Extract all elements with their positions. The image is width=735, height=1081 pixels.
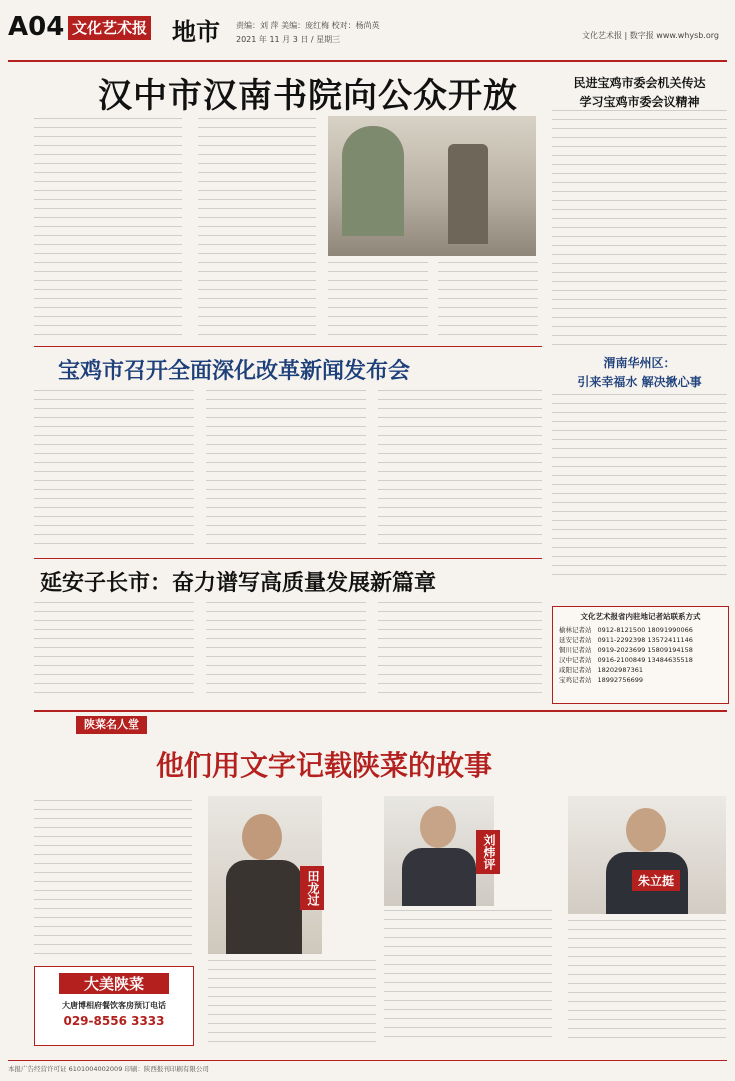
name-tag-2: 刘炜评	[476, 830, 500, 874]
section-name: 地市	[172, 18, 220, 46]
header-rule	[8, 60, 727, 62]
ad-brand: 大美陕菜	[59, 973, 169, 994]
story-2-headline: 宝鸡市召开全面深化改革新闻发布会	[58, 358, 411, 384]
portrait-3	[568, 796, 726, 914]
contact-label: 榆林记者站	[559, 626, 592, 634]
page-header	[8, 0, 727, 64]
story-3-col-1	[34, 602, 194, 700]
contact-row	[553, 675, 728, 685]
main-col-3	[328, 262, 428, 340]
contact-phone: 0916-2100849 13484635518	[597, 656, 693, 664]
main-col-4	[438, 262, 538, 340]
right-story-2-body	[552, 394, 727, 580]
story-3-col-2	[206, 602, 366, 700]
right-story-2	[552, 354, 727, 584]
name-tag-3: 朱立挺	[632, 870, 680, 891]
feature-headline: 他们用文字记载陕菜的故事	[156, 749, 493, 782]
right-story-2-headline-1: 渭南华州区：	[603, 356, 676, 370]
contact-label: 宝鸡记者站	[559, 676, 592, 684]
section-brand: 文化艺术报	[68, 16, 151, 40]
contacts-box	[552, 606, 729, 704]
contact-phone: 0911-2292398 13572411146	[597, 636, 693, 644]
contact-row	[553, 655, 728, 665]
footer-text: 本报广告经营许可证 6101004002009 印刷：陕西报刊印刷有限公司	[8, 1065, 209, 1073]
main-col-2	[198, 118, 316, 340]
main-photo	[328, 116, 536, 256]
editor-line: 责编：刘 萍 美编：庞红梅 校对：杨尚英	[236, 21, 380, 30]
right-story-1-headline-1: 民进宝鸡市委会机关传达	[573, 76, 706, 90]
contact-label: 延安记者站	[559, 636, 592, 644]
column-tag: 陕菜名人堂	[76, 716, 147, 734]
main-headline: 汉中市汉南书院向公众开放	[98, 76, 518, 116]
contact-phone: 18992756699	[597, 676, 643, 684]
contact-row	[553, 645, 728, 655]
right-story-2-headline-2: 引来幸福水 解决揪心事	[577, 375, 702, 389]
contact-row	[553, 625, 728, 635]
ad-box	[34, 966, 194, 1046]
feature-col-2	[384, 910, 552, 1044]
story-2-col-2	[206, 390, 366, 550]
right-story-1-headline-2: 学习宝鸡市委会议精神	[579, 95, 700, 109]
date-line: 2021 年 11 月 3 日 / 星期三	[236, 35, 341, 44]
contact-label: 铜川记者站	[559, 646, 592, 654]
right-label: 文化艺术报 | 数字报 www.whysb.org	[581, 31, 719, 40]
right-story-1-body	[552, 110, 727, 346]
contact-label: 咸阳记者站	[559, 666, 592, 674]
right-story-1	[552, 74, 727, 302]
main-col-1	[34, 118, 182, 340]
feature-col-3	[568, 920, 726, 1044]
story-3-headline: 延安子长市：奋力谱写高质量发展新篇章	[40, 570, 437, 596]
contact-row	[553, 635, 728, 645]
ad-subtitle: 大唐博相府餐饮客房预订电话	[62, 1001, 166, 1010]
story-2-col-1	[34, 390, 194, 550]
contact-row	[553, 665, 728, 675]
story-2-col-3	[378, 390, 542, 550]
feature-col-1	[208, 960, 376, 1044]
ad-phone: 029-8556 3333	[63, 1014, 165, 1028]
feature-intro	[34, 800, 192, 958]
story-3-col-3	[378, 602, 542, 700]
contact-phone: 18202987361	[597, 666, 643, 674]
contact-phone: 0912-8121500 18091990066	[597, 626, 693, 634]
name-tag-1: 田龙过	[300, 866, 324, 910]
page-number: A04	[8, 12, 65, 42]
contact-phone: 0919-2023699 15809194158	[597, 646, 693, 654]
contact-label: 汉中记者站	[559, 656, 592, 664]
contacts-title: 文化艺术报省内驻地记者站联系方式	[580, 612, 701, 621]
